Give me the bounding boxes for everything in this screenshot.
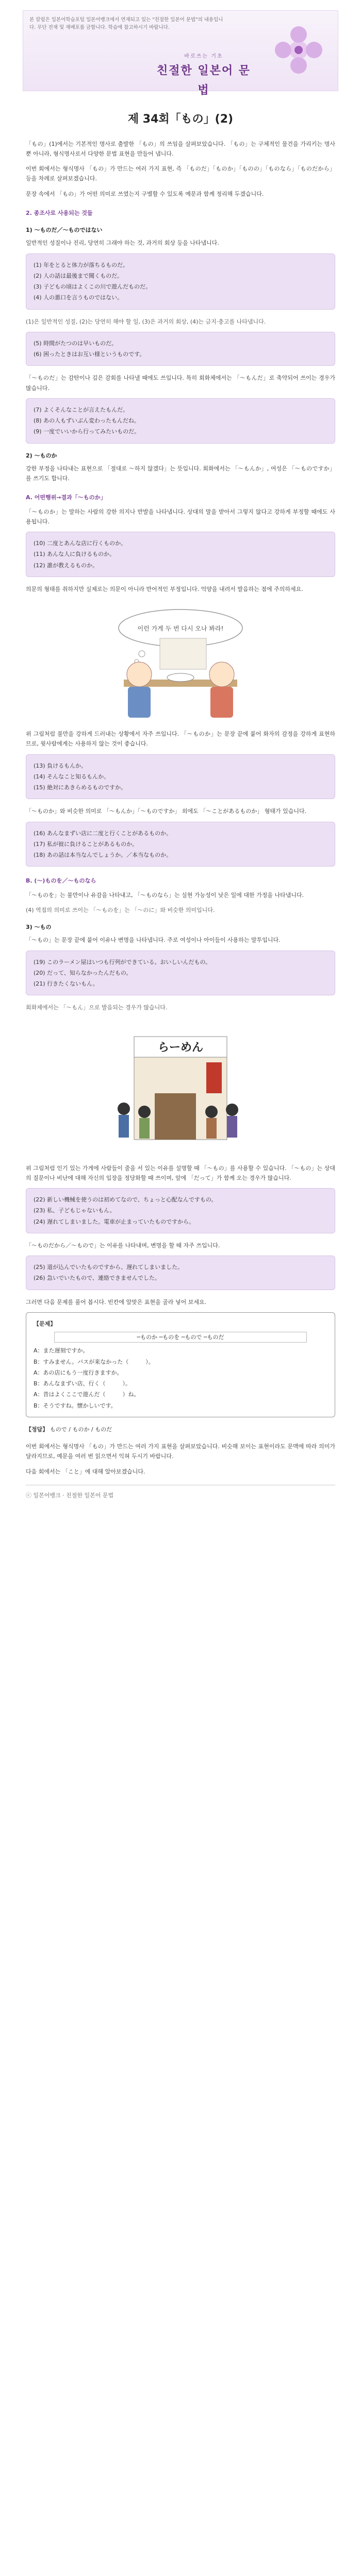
section-heading: 2. 종조사로 사용되는 것들 (26, 209, 93, 216)
restaurant-complaint-illustration (83, 602, 278, 721)
example-sentence: (26) 急いでいたもので、連絡できませんでした。 (34, 1275, 160, 1282)
quiz-item: B：すみません。バスが来なかった（ ）。 (34, 1358, 154, 1365)
example-sentence: (16) あんなまずい店に二度と行くことがあるものか。 (34, 829, 172, 837)
footer: ⓒ 일본어뱅크 · 친절한 일본어 문법 (26, 1485, 335, 1500)
example-box (26, 754, 335, 800)
article-title: 제 34회「もの」(2) (127, 113, 234, 126)
quiz-item: A：昔はよくここで遊んだ（ ）ね。 (34, 1391, 140, 1398)
quiz-item: A：また遅刻ですか。 (34, 1347, 89, 1354)
section-heading: A. 어떤행위→결과「～ものか」 (26, 494, 106, 501)
quiz-item: B：あんなまずい店、行く（ ）。 (34, 1380, 132, 1387)
example-sentence: (23) 私、子どもじゃないもん。 (34, 1207, 116, 1214)
quiz-box (26, 1312, 335, 1417)
example-sentence: (13) 負けるもんか。 (34, 762, 87, 769)
paragraph: 위 그림처럼 불만을 강하게 드러내는 상황에서 자주 쓰입니다. 「～ものか」는 문장 끝에 붙어 화자의 감정을 강하게 표현하므로, 윗사람에게는 사용하지 않는 것이 좋습니다. (26, 731, 335, 748)
example-sentence: (21) 行きたくないもん。 (34, 980, 99, 987)
quiz-label: 【문제】 (34, 1320, 56, 1327)
brand-subtitle: 바로쓰는 기초 (184, 54, 223, 59)
quiz-item: B：そうですね。懐かしいです。 (34, 1402, 117, 1409)
closing-paragraph: 다음 회에서는 「こと」에 대해 알아보겠습니다. (26, 1468, 145, 1475)
subsection-heading: 1) ～ものだ／～ものではない (26, 227, 103, 233)
example-sentence: (5) 時間がたつのは早いものだ。 (34, 340, 118, 347)
ramen-sign-text: らーめん (157, 1041, 204, 1054)
subsection-heading: 3) ～もの (26, 924, 52, 930)
intro-paragraph: 이번 회에서는 형식명사 「もの」가 만드는 여러 가지 표현, 즉 「ものだ」「ものか」「ものの」「ものなら」「ものだから」 등을 차례로 살펴보겠습니다. (26, 165, 335, 182)
example-box (26, 1188, 335, 1233)
intro-paragraph: 「もの」(1)에서는 기본적인 명사로 출발한 「もの」의 쓰임을 살펴보았습니다. 「もの」는 구체적인 물건을 가리키는 명사뿐 아니라, 형식명사로서 다양한 문법 표현을 만들어 냅니다. (26, 140, 335, 157)
section-heading: B. (～)ものを／～ものなら (26, 877, 96, 885)
paragraph: 회화체에서는 「～もん」으로 발음되는 경우가 많습니다. (26, 1004, 168, 1011)
example-box (26, 532, 335, 577)
example-sentence: (20) だって、知らなかったんだもの。 (34, 969, 132, 976)
illustration-svg (103, 1021, 258, 1155)
example-sentence: (3) 子どもの頃はよくこの川で遊んだものだ。 (34, 283, 152, 290)
paragraph: 강한 부정을 나타내는 표현으로 「절대로 ～하지 않겠다」는 뜻입니다. 회화에서는 「～もんか」, 여성은 「～ものですか」를 쓰기도 합니다. (26, 465, 335, 482)
example-sentence: (14) そんなこと知るもんか。 (34, 773, 110, 780)
closing-paragraph: 이번 회에서는 형식명사 「もの」가 만드는 여러 가지 표현을 살펴보았습니다. 비슷해 보이는 표현이라도 문맥에 따라 의미가 달라지므로, 예문을 여러 번 읽으면서 익혀 두시기 바랍니다. (26, 1443, 335, 1460)
ramen-shop-queue-illustration (103, 1021, 258, 1155)
speech-bubble-text: 이런 가게 두 번 다시 오나 봐라! (137, 625, 224, 632)
example-box (26, 332, 335, 366)
example-sentence: (12) 誰が教えるものか。 (34, 562, 99, 569)
example-sentence: (25) 道が込んでいたものですから、遅れてしまいました。 (34, 1264, 184, 1270)
intro-paragraph: 문장 속에서 「もの」가 어떤 의미로 쓰였는지 구별할 수 있도록 예문과 함께 정리해 두겠습니다. (26, 190, 264, 197)
paragraph: 일반적인 성질이나 진리, 당연히 그래야 하는 것, 과거의 회상 등을 나타냅니다. (26, 240, 219, 247)
page (0, 10, 361, 2576)
column-header-banner (23, 10, 338, 97)
paragraph: 「～ものか」는 말하는 사람의 강한 의지나 반발을 나타냅니다. 상대의 말을 받아서 그렇지 않다고 강하게 부정할 때에도 사용됩니다. (26, 508, 335, 525)
article-body (23, 110, 338, 1500)
paragraph: 「～ものか」와 비슷한 의미로 「～もんか」「～ものですか」 외에도 「～ことがあるものか」 형태가 있습니다. (26, 808, 307, 815)
example-sentence: (18) あの話は本当なんでしょうか。／本当なものか。 (34, 852, 172, 858)
paragraph: 「～もの」는 문장 끝에 붙어 이유나 변명을 나타냅니다. 주로 여성이나 아이들이 사용하는 말투입니다. (26, 937, 281, 944)
illustration-svg (83, 602, 278, 721)
example-box (26, 822, 335, 867)
example-sentence: (8) あの人もずいぶん変わったもんだね。 (34, 417, 140, 424)
example-sentence: (6) 困ったときはお互い様というものです。 (34, 351, 145, 358)
example-box (26, 1256, 335, 1290)
quiz-item: A：あの店にもう一度行きますか。 (34, 1369, 123, 1376)
example-sentence: (17) 私が彼に負けることがあるものか。 (34, 840, 138, 848)
example-sentence: (9) 一度でいいから行ってみたいものだ。 (34, 428, 140, 435)
example-sentence: (15) 絶対にあきらめるものですか。 (34, 784, 127, 791)
example-sentence: (24) 遅れてしまいました。電車が止まっていたものですから。 (34, 1218, 195, 1225)
answer-title: 【정답】 (26, 1426, 48, 1433)
example-sentence: (11) あんな人に負けるものか。 (34, 551, 116, 558)
example-sentence: (10) 二度とあんな店に行くものか。 (34, 540, 127, 547)
paragraph: 「～ものだから／～もので」는 이유를 나타내며, 변명을 할 때 자주 쓰입니다. (26, 1242, 220, 1249)
paragraph: 「～ものだ」는 감탄이나 깊은 감회를 나타낼 때에도 쓰입니다. 특히 회화체에서는 「～もんだ」로 축약되어 쓰이는 경우가 많습니다. (26, 375, 335, 392)
paragraph: (1)은 일반적인 성질, (2)는 당연히 해야 할 일, (3)은 과거의 회상, (4)는 금지·충고를 나타냅니다. (26, 318, 266, 325)
example-sentence: (2) 人の話は最後まで聞くものだ。 (34, 272, 123, 279)
subsection-heading: 2) ～ものか (26, 452, 57, 459)
brand-title: 친절한 일본어 문법 (156, 64, 251, 97)
example-sentence: (22) 新しい機械を使うのは初めてなので、ちょっと心配なんですもの。 (34, 1196, 217, 1203)
example-sentence: (1) 年をとると体力が落ちるものだ。 (34, 261, 129, 268)
answer-text: もので / ものか / ものだ (50, 1426, 112, 1433)
example-sentence: (19) このラーメン屋はいつも行列ができている。おいしいんだもの。 (34, 958, 211, 965)
brand (152, 52, 255, 101)
paragraph: 의문의 형태를 취하지만 실제로는 의문이 아니라 반어적인 부정입니다. 억양을 내려서 발음하는 점에 주의하세요. (26, 585, 303, 592)
example-box (26, 398, 335, 444)
example-box (26, 253, 335, 310)
paragraph: 그러면 다음 문제를 풀어 봅시다. 빈칸에 알맞은 표현을 골라 넣어 보세요. (26, 1298, 207, 1306)
header-notice: 본 칼럼은 일본어학습포털 일본어뱅크에서 연재되고 있는 "친절한 일본어 문법"의 내용입니다. 무단 전재 및 재배포를 금합니다. 학습에 참고하시기 바랍니다. (29, 17, 223, 31)
paragraph: 「～ものを」는 불만이나 유감을 나타내고, 「～ものなら」는 실현 가능성이 낮은 일에 대한 가정을 나타냅니다. (26, 891, 304, 899)
example-box (26, 951, 335, 996)
paragraph: 위 그림처럼 인기 있는 가게에 사람들이 줄을 서 있는 이유를 설명할 때 「～もの」를 사용할 수 있습니다. 「～もの」는 상대의 질문이나 비난에 대해 자신의 입장을 정당화할 때 쓰이며, 앞에 「だって」가 함께 오는 경우가 많습니다. (26, 1164, 335, 1181)
example-sentence: (7) よくそんなことが言えたもんだ。 (34, 406, 129, 413)
answer-section (26, 1425, 335, 1434)
flower-decoration-icon (268, 19, 330, 81)
paragraph: (4) 역접의 의미로 쓰이는 「～ものを」는 「～のに」와 비슷한 의미입니다. (26, 906, 215, 913)
quiz-choices: ─ものか ─ものを ─もので ─ものだ (54, 1332, 307, 1343)
example-sentence: (4) 人の悪口を言うものではない。 (34, 294, 123, 301)
